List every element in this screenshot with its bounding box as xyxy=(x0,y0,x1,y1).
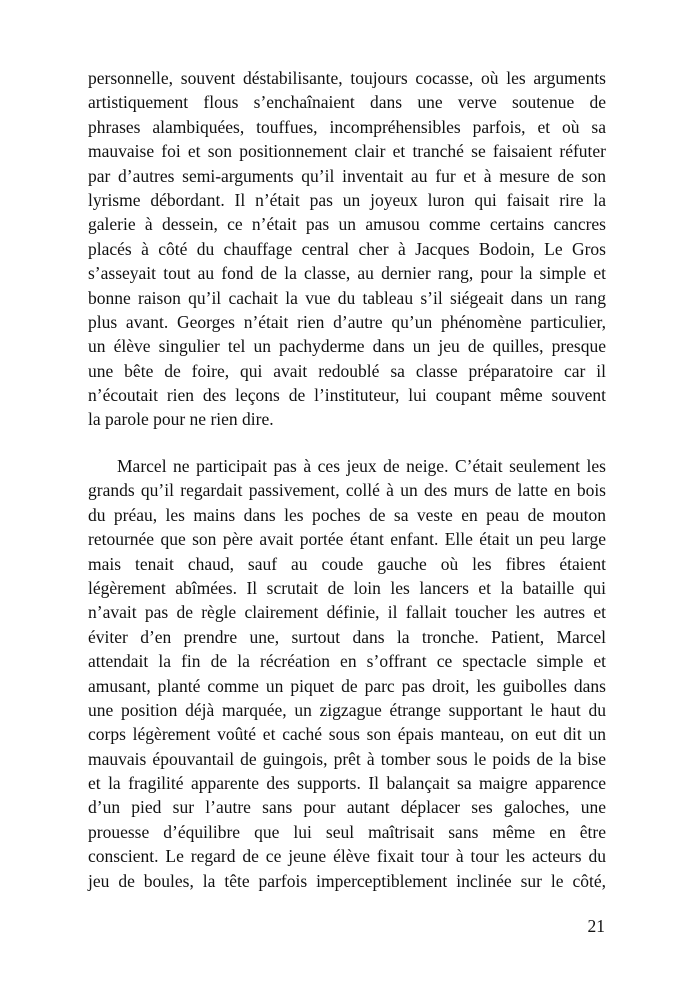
text-line: et la fragilité apparente des supports. Il balançait sa maigre apparence xyxy=(88,773,606,794)
text-line: éviter d’en prendre une, surtout dans la tronche. Patient, Marcel xyxy=(88,626,606,647)
text-line: prouesse d’équilibre que lui seul maîtrisait sans même en être xyxy=(88,821,606,842)
text-line: attendait la fin de la récréation en s’offrant ce spectacle simple et xyxy=(88,651,606,672)
text-line: lyrisme débordant. Il n’était pas un joyeux luron qui faisait rire la xyxy=(88,189,606,210)
text-line: corps légèrement voûté et caché sous son épais manteau, on eut dit un xyxy=(88,724,606,745)
paragraph-1 xyxy=(88,66,606,432)
text-line: par d’autres semi-arguments qu’il inventait au fur et à mesure de son xyxy=(88,165,606,186)
text-line: la parole pour ne rien dire. xyxy=(88,409,274,430)
text-line: bonne raison qu’il cachait la vue du tableau s’il siégeait dans un rang xyxy=(88,287,606,308)
text-line: amusant, planté comme un piquet de parc pas droit, les guibolles dans xyxy=(88,675,606,696)
text-line: galerie à dessein, ce n’était pas un amusou comme certains cancres xyxy=(88,214,606,235)
text-line: mauvaise foi et son positionnement clair et tranché se faisaient réfuter xyxy=(88,141,606,162)
text-line: jeu de boules, la tête parfois imperceptiblement inclinée sur le côté, xyxy=(88,870,606,891)
text-line: mais tenait chaud, sauf au coude gauche où les fibres étaient xyxy=(88,553,606,574)
text-line: Marcel ne participait pas à ces jeux de neige. C’était seulement les xyxy=(117,456,606,476)
text-line: artistiquement flous s’enchaînaient dans une verve soutenue de xyxy=(88,92,606,113)
page-number: 21 xyxy=(587,916,605,936)
text-line: mauvais épouvantail de guingois, prêt à tomber sous le poids de la bise xyxy=(88,748,606,769)
text-line: phrases alambiquées, touffues, incompréhensibles parfois, et où sa xyxy=(88,116,606,137)
text-line: un élève singulier tel un pachyderme dans un jeu de quilles, presque xyxy=(88,336,606,357)
text-line: n’écoutait rien des leçons de l’instituteur, lui coupant même souvent xyxy=(88,385,606,406)
text-line: placés à côté du chauffage central cher à Jacques Bodoin, Le Gros xyxy=(88,238,606,259)
text-line: une position déjà marquée, un zigzague étrange supportant le haut du xyxy=(88,699,606,720)
text-line: n’avait pas de règle clairement définie, il fallait toucher les autres et xyxy=(88,602,606,623)
text-line: plus avant. Georges n’était rien d’autre qu’un phénomène particulier, xyxy=(88,311,606,332)
text-line: grands qu’il regardait passivement, collé à un des murs de latte en bois xyxy=(88,480,606,501)
text-line: conscient. Le regard de ce jeune élève fixait tour à tour les acteurs du xyxy=(88,846,606,867)
text-line: retournée que son père avait portée étant enfant. Elle était un peu large xyxy=(88,529,606,550)
text-line: d’un pied sur l’autre sans pour autant déplacer ses galoches, une xyxy=(88,797,606,818)
text-line: légèrement abîmées. Il scrutait de loin les lancers et la bataille qui xyxy=(88,577,606,598)
paragraph-2 xyxy=(88,454,606,893)
text-line: du préau, les mains dans les poches de sa veste en peau de mouton xyxy=(88,504,606,525)
text-line: une bête de foire, qui avait redoublé sa classe préparatoire car il xyxy=(88,360,606,381)
text-line: personnelle, souvent déstabilisante, toujours cocasse, où les arguments xyxy=(88,68,606,88)
text-line: s’asseyait tout au fond de la classe, au dernier rang, pour la simple et xyxy=(88,263,606,284)
